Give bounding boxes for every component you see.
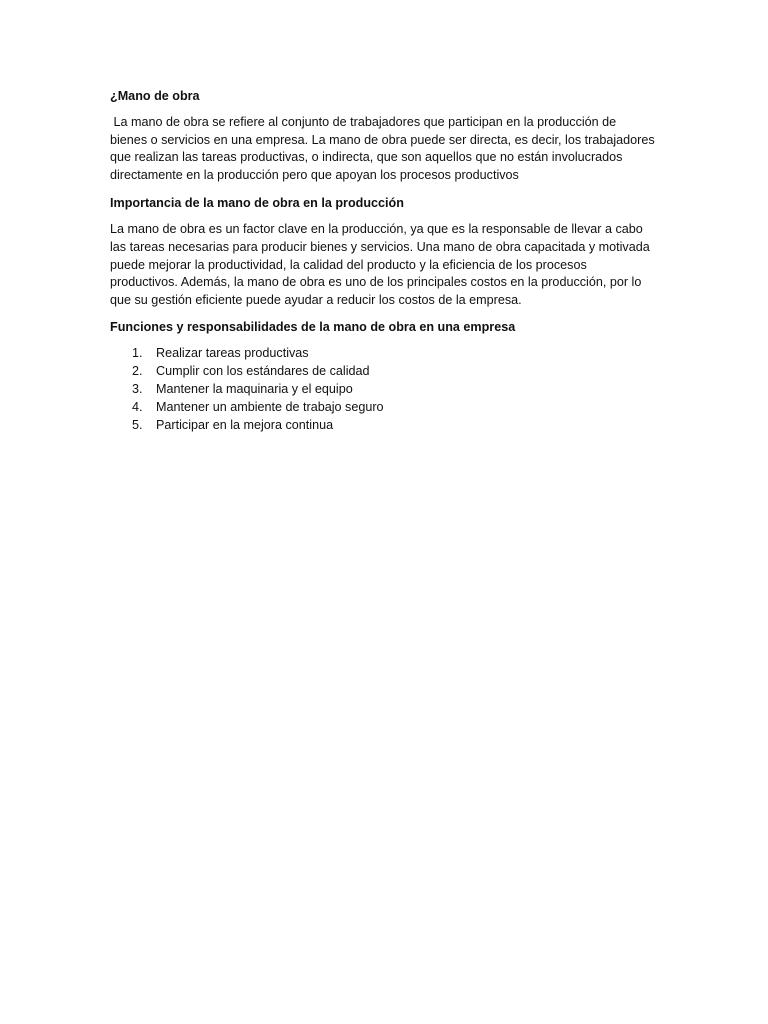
list-item-number: 3. bbox=[132, 381, 143, 396]
list-item-text: Mantener un ambiente de trabajo seguro bbox=[156, 399, 384, 414]
document-body bbox=[110, 87, 659, 434]
list-item bbox=[110, 399, 655, 417]
list-item bbox=[110, 363, 655, 381]
importance-heading: Importancia de la mano de obra en la producción bbox=[110, 196, 404, 211]
list-item-text: Cumplir con los estándares de calidad bbox=[156, 364, 370, 379]
functions-heading: Funciones y responsabilidades de la mano de obra en una empresa bbox=[110, 320, 516, 335]
list-item-text: Mantener la maquinaria y el equipo bbox=[156, 381, 353, 396]
list-item bbox=[110, 381, 655, 399]
functions-list bbox=[110, 345, 655, 434]
list-item-number: 1. bbox=[132, 346, 143, 361]
list-item bbox=[110, 345, 655, 363]
importance-paragraph: La mano de obra es un factor clave en la producción, ya que es la responsable de llevar a cabo las tareas necesarias para producir bienes y servicios. Una mano de obra capacitada y motivada puede mejorar la productividad, la calidad del producto y la eficiencia de los procesos productivos. Además, la mano de obra es uno de los principales costos en la producción, por lo que su gestión eficiente puede ayudar a reducir los costos de la empresa. bbox=[110, 222, 650, 307]
list-item-number: 5. bbox=[132, 417, 143, 432]
intro-paragraph: La mano de obra se refiere al conjunto de trabajadores que participan en la producción de bienes o servicios en una empresa. La mano de obra puede ser directa, es decir, los trabajadores que realizan las tareas productivas, o indirecta, que son aquellos que no están involucrados directamente en la producción pero que apoyan los procesos productivos bbox=[110, 115, 659, 182]
list-item bbox=[110, 417, 655, 435]
list-item-number: 4. bbox=[132, 399, 143, 414]
document-title: ¿Mano de obra bbox=[110, 89, 200, 103]
list-item-number: 2. bbox=[132, 364, 143, 379]
list-item-text: Participar en la mejora continua bbox=[156, 417, 334, 432]
list-item-text: Realizar tareas productivas bbox=[156, 346, 309, 361]
